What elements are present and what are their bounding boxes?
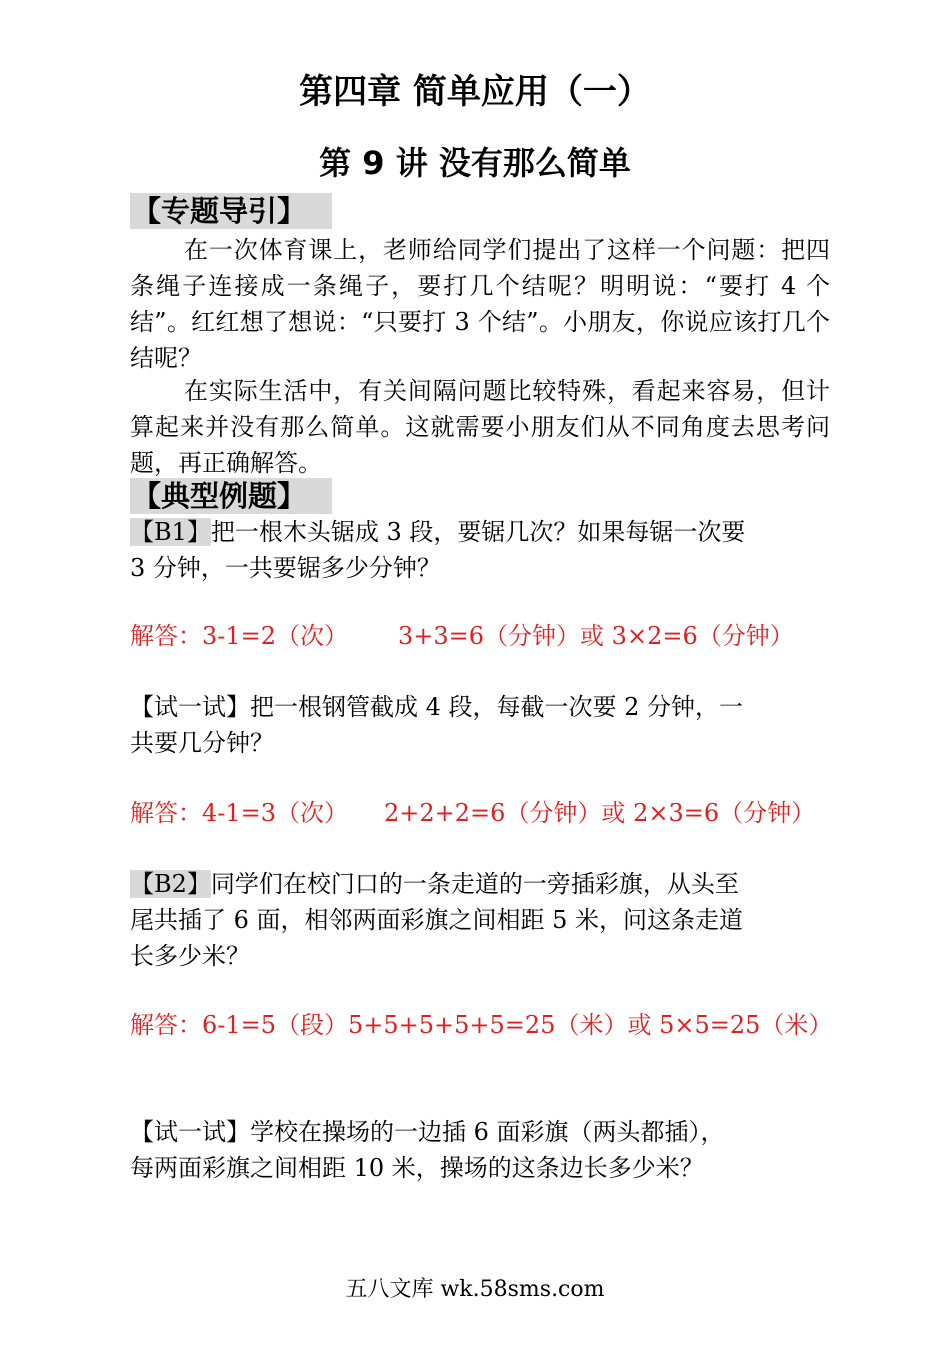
example-b1-tag: 【B1】: [130, 518, 211, 546]
try-2-question-line-1: [130, 1114, 830, 1150]
section-heading-intro: 【专题导引】: [130, 193, 332, 229]
example-b1-text-1: 把一根木头锯成 3 段，要锯几次？如果每锯一次要: [210, 518, 746, 546]
lesson-title: 第 9 讲 没有那么简单: [319, 144, 631, 182]
example-b2-question-line-3: 长多少米？: [130, 942, 250, 970]
try-1-answer: [130, 795, 830, 831]
example-b1-answer-step-2: 3+3=6（分钟）或 3×2=6（分钟）: [398, 622, 794, 650]
footer-watermark: 五八文库 wk.58sms.com: [345, 1277, 605, 1302]
try-1-answer-step-1: 解答：4-1=3（次）: [130, 799, 349, 827]
example-b2-question-line-1: [130, 866, 830, 902]
intro-paragraph-2: 在实际生活中，有关间隔问题比较特殊，看起来容易，但计算起来并没有那么简单。这就需要小朋友们从不同角度去思考问题，再正确解答。: [130, 377, 830, 477]
chapter-title: 第四章 简单应用（一）: [299, 72, 651, 112]
try-1-text-1: 把一根钢管截成 4 段，每截一次要 2 分钟，一: [250, 693, 744, 721]
example-b1-question-line-1: [130, 514, 830, 550]
example-b2-tag: 【B2】: [130, 870, 211, 898]
example-b2-answer: 解答：6-1=5（段）5+5+5+5+5=25（米）或 5×5=25（米）: [130, 1011, 833, 1039]
try-1-question-line-2: 共要几分钟？: [130, 729, 274, 757]
section-heading-examples: 【典型例题】: [130, 478, 332, 514]
try-1-answer-step-2: 2+2+2=6（分钟）或 2×3=6（分钟）: [384, 799, 816, 827]
try-1-question-line-1: [130, 689, 830, 725]
example-b1-answer: [130, 618, 830, 654]
try-2-question-line-2: 每两面彩旗之间相距 10 米，操场的这条边长多少米？: [130, 1154, 704, 1182]
try-2-text-1: 学校在操场的一边插 6 面彩旗（两头都插），: [250, 1118, 725, 1146]
example-b2-question-line-2: 尾共插了 6 面，相邻两面彩旗之间相距 5 米，问这条走道: [130, 906, 744, 934]
try-1-tag: 【试一试】: [130, 693, 250, 721]
try-2-tag: 【试一试】: [130, 1118, 250, 1146]
example-b2-text-1: 同学们在校门口的一条走道的一旁插彩旗，从头至: [210, 870, 739, 898]
example-b1-question-line-2: 3 分钟，一共要锯多少分钟？: [130, 554, 441, 582]
intro-paragraph-1: 在一次体育课上，老师给同学们提出了这样一个问题：把四条绳子连接成一条绳子，要打几个结呢？明明说：“要打 4 个结”。红红想了想说：“只要打 3 个结”。小朋友，你说应该打几个结呢？: [130, 236, 830, 372]
example-b1-answer-step-1: 解答：3-1=2（次）: [130, 622, 349, 650]
